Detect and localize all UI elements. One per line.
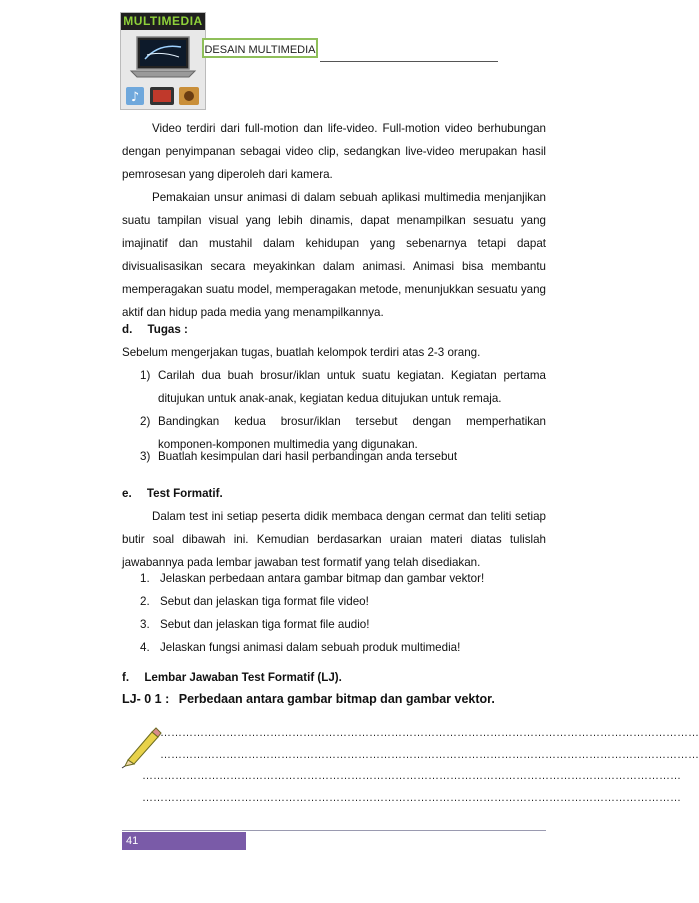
- list-item: [140, 445, 546, 468]
- tugas-intro: Sebelum mengerjakan tugas, buatlah kelompok terdiri atas 2-3 orang.: [122, 346, 481, 359]
- paragraph-video: Video terdiri dari full-motion dan life-video. Full-motion video berhubungan dengan penyimpanan sebagai video clip, sedangkan live-video merupakan hasil pemrosesan yang diperoleh dari kamera.: [122, 122, 546, 181]
- pencil-icon: [122, 724, 162, 768]
- list-text: Jelaskan fungsi animasi dalam sebuah produk multimedia!: [160, 641, 461, 654]
- list-number: 1): [140, 369, 151, 382]
- list-text: Sebut dan jelaskan tiga format file video!: [160, 595, 369, 608]
- test-title: Test Formatif.: [146, 487, 223, 500]
- footer-rule: [122, 830, 546, 831]
- list-number: 1.: [140, 572, 150, 585]
- list-item: [140, 567, 546, 590]
- list-text: Carilah dua buah brosur/iklan untuk suatu kegiatan. Kegiatan pertama ditujukan untuk anak-anak, kegiatan kedua ditujukan untuk remaja.: [158, 369, 546, 405]
- list-number: 2.: [140, 595, 150, 608]
- list-number: 2): [140, 415, 151, 428]
- answer-title: Lembar Jawaban Test Formatif (LJ).: [144, 671, 342, 684]
- list-text: Sebut dan jelaskan tiga format file audio!: [160, 618, 370, 631]
- list-text: Jelaskan perbedaan antara gambar bitmap dan gambar vektor!: [160, 572, 485, 585]
- answer-line-4: …………………………………………………………………………………………………………………………………: [142, 792, 681, 804]
- header-title: DESAIN MULTIMEDIA: [202, 38, 318, 58]
- logo-title: MULTIMEDIA: [121, 13, 205, 30]
- lj-title: Perbedaan antara gambar bitmap dan gambar vektor.: [178, 692, 495, 706]
- svg-text:♪: ♪: [130, 90, 140, 105]
- tugas-title: Tugas :: [147, 323, 188, 336]
- test-heading: [122, 482, 223, 505]
- list-number: 4.: [140, 641, 150, 654]
- test-intro: Dalam test ini setiap peserta didik membaca dengan cermat dan teliti setiap butir soal dibawah ini. Kemudian berdasarkan uraian materi diatas tulislah jawabannya pada lembar jawaban test formatif yang telah disediakan.: [122, 510, 546, 569]
- list-text: Buatlah kesimpulan dari hasil perbandingan anda tersebut: [158, 450, 458, 463]
- media-icons: [124, 85, 202, 107]
- answer-marker: f.: [122, 671, 130, 684]
- paragraph-animasi: Pemakaian unsur animasi di dalam sebuah aplikasi multimedia menjanjikan suatu tampilan visual yang lebih dinamis, dapat menampilkan sesuatu yang imajinatif dan mustahil dalam kehidupan yang sebenarnya tetapi dapat divisualisasikan secara meyakinkan dalam animasi. Animasi bisa membantu memperagakan suatu model, memperagakan metode, menunjukkan sesuatu yang aktif dan hidup pada media yang menampilkannya.: [122, 191, 546, 319]
- tugas-heading: [122, 318, 188, 341]
- answer-heading: [122, 666, 342, 689]
- multimedia-logo: [120, 12, 206, 110]
- answer-line-1: …………………………………………………………………………………………………………………………………: [160, 727, 699, 739]
- answer-line-3: …………………………………………………………………………………………………………………………………: [142, 770, 681, 782]
- tugas-marker: d.: [122, 323, 133, 336]
- header-rule: [320, 61, 498, 62]
- lj-label: LJ- 0 1 :: [122, 692, 170, 706]
- list-text: Bandingkan kedua brosur/iklan tersebut dengan memperhatikan komponen-komponen multimedia yang digunakan.: [158, 415, 546, 451]
- list-item: [140, 636, 546, 659]
- list-item: [140, 613, 546, 636]
- list-number: 3.: [140, 618, 150, 631]
- laptop-icon: [129, 35, 197, 79]
- list-item: [140, 364, 546, 410]
- list-number: 3): [140, 450, 151, 463]
- list-item: [140, 590, 546, 613]
- page-number: 41: [122, 832, 246, 850]
- answer-line-2: …………………………………………………………………………………………………………………………………: [160, 749, 699, 761]
- lj-heading: [122, 688, 495, 711]
- test-marker: e.: [122, 487, 132, 500]
